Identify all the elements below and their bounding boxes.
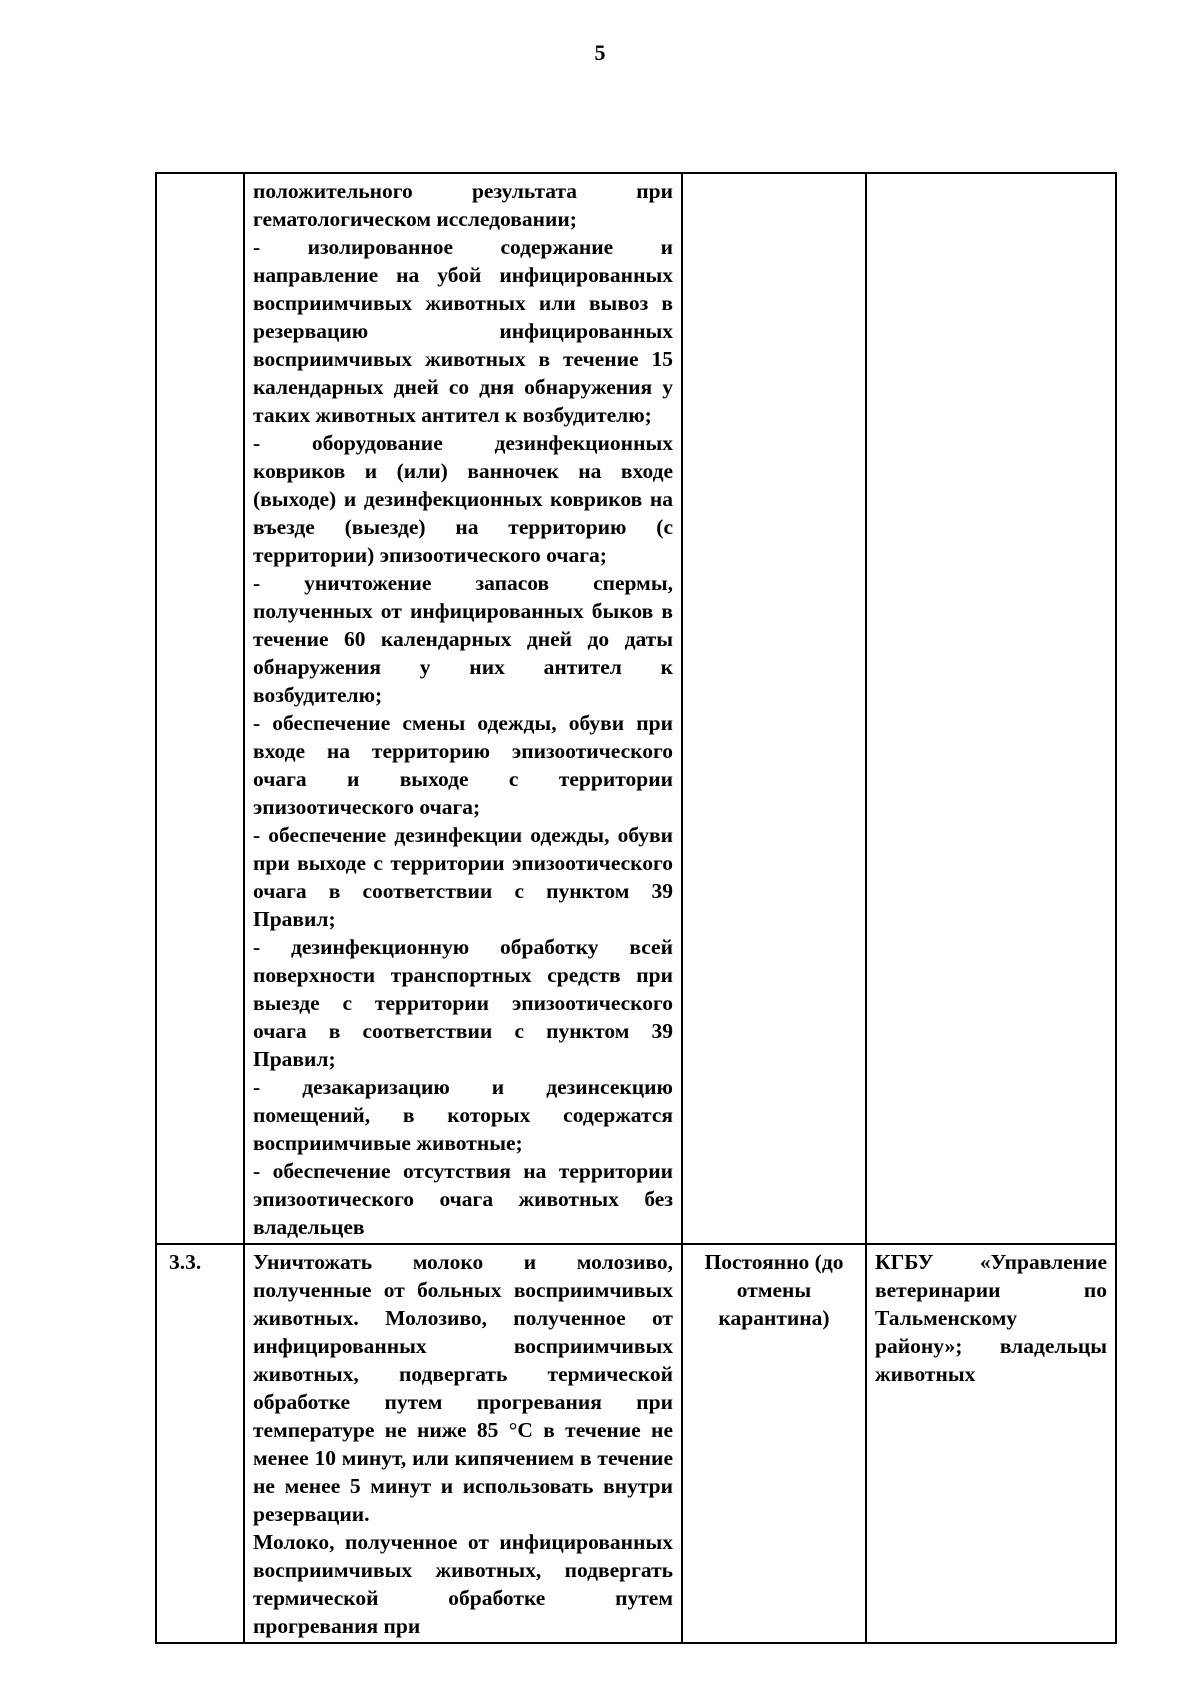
term-cell: Постоянно (до отмены карантина) (682, 1244, 866, 1643)
action-paragraph: - обеспечение смены одежды, обуви при входе на территорию эпизоотического очага и выходе с территории эпизоотического очага; (253, 711, 673, 819)
action-paragraph: - обеспечение дезинфекции одежды, обуви при выходе с территории эпизоотического очага в соответствии с пунктом 39 Правил; (253, 823, 673, 931)
table-row-continuation (156, 173, 1116, 1244)
action-paragraph: - оборудование дезинфекционных ковриков и (или) ванночек на входе (выходе) и дезинфекционных ковриков на въезде (выезде) на территорию (с территории) эпизоотического очага; (253, 431, 673, 567)
table-row-3-3 (156, 1244, 1116, 1643)
responsible-cell (866, 173, 1116, 1244)
action-paragraph: - уничтожение запасов спермы, полученных от инфицированных быков в течение 60 календарных дней до даты обнаружения у них антител к возбудителю; (253, 571, 673, 707)
action-paragraph: положительного результата при гематологическом исследовании; (253, 179, 673, 231)
measures-table (155, 172, 1117, 1644)
row-number-cell (156, 173, 244, 1244)
row-number-cell: 3.3. (156, 1244, 244, 1643)
responsible-cell: КГБУ «Управление ветеринарии по Тальменскому району»; владельцы животных (866, 1244, 1116, 1643)
action-paragraph: - дезинфекционную обработку всей поверхности транспортных средств при выезде с территории эпизоотического очага в соответствии с пунктом 39 Правил; (253, 935, 673, 1071)
term-cell (682, 173, 866, 1244)
page-number: 5 (594, 40, 606, 65)
action-paragraph: - дезакаризацию и дезинсекцию помещений, в которых содержатся восприимчивые животные; (253, 1075, 673, 1155)
action-cell (244, 173, 682, 1244)
action-paragraph: Молоко, полученное от инфицированных восприимчивых животных, подвергать термической обработке путем прогревания при (253, 1530, 673, 1638)
action-paragraph: Уничтожать молоко и молозиво, полученные от больных восприимчивых животных. Молозиво, полученное от инфицированных восприимчивых животных, подвергать термической обработке путем прогревания при температуре не ниже 85 °С в течение не менее 10 минут, или кипячением в течение не менее 5 минут и использовать внутри резервации. (253, 1250, 673, 1526)
action-paragraph: - изолированное содержание и направление на убой инфицированных восприимчивых животных или вывоз в резервацию инфицированных восприимчивых животных в течение 15 календарных дней со дня обнаружения у таких животных антител к возбудителю; (253, 235, 673, 427)
action-cell (244, 1244, 682, 1643)
action-paragraph: - обеспечение отсутствия на территории эпизоотического очага животных без владельцев (253, 1159, 673, 1239)
